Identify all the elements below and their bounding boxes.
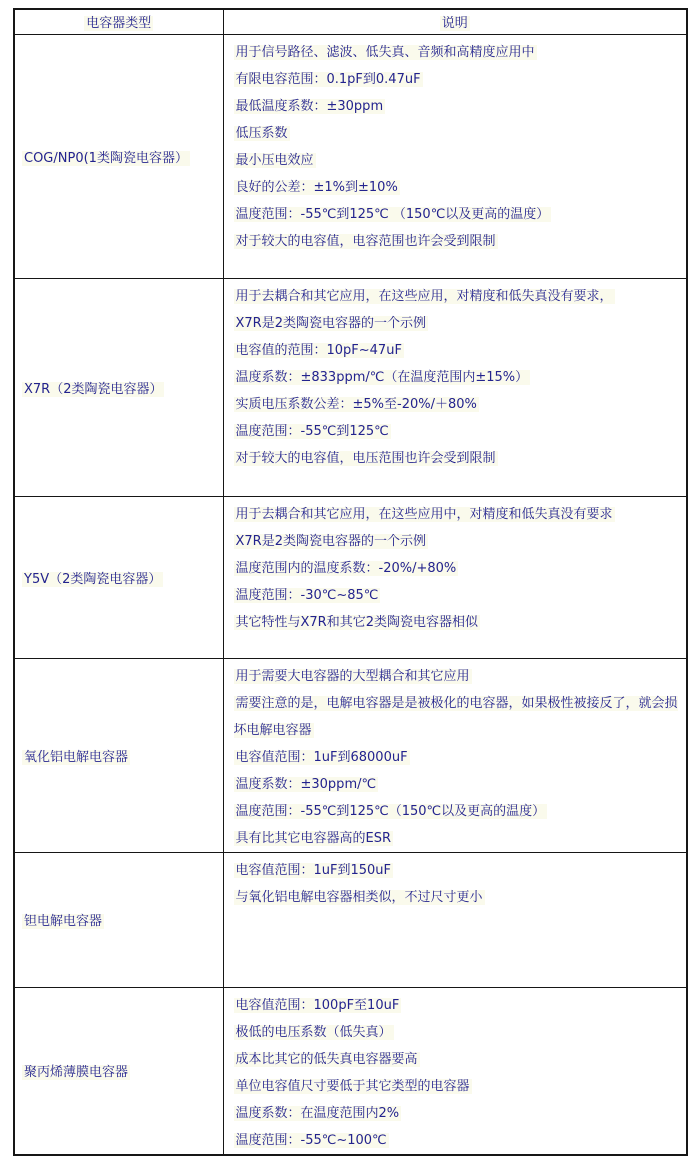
description-line: 对于较大的电容值，电容范围也许会受到限制 bbox=[235, 233, 496, 249]
capacitor-type-label: 钽电解电容器 bbox=[24, 914, 103, 929]
description-cell bbox=[223, 496, 687, 658]
description-line: 需要注意的是，电解电容器是是被极化的电容器，如果极性被接反了，就会损坏电解电容器 bbox=[233, 695, 678, 738]
description-line: 用于去耦合和其它应用，在这些应用，对精度和低失真没有要求， bbox=[235, 288, 613, 304]
capacitor-type-cell bbox=[14, 658, 223, 852]
header-description bbox=[223, 9, 687, 34]
description-line: 最低温度系数：±30ppm bbox=[235, 98, 384, 114]
description-cell bbox=[223, 34, 687, 278]
description-line: 具有比其它电容器高的ESR bbox=[235, 830, 391, 846]
capacitor-type-cell bbox=[14, 34, 223, 278]
capacitor-type-label: Y5V（2类陶瓷电容器） bbox=[24, 571, 162, 587]
header-row bbox=[14, 9, 687, 34]
description-line: 电容值范围：100pF至10uF bbox=[235, 997, 400, 1013]
description-line: 电容值范围：1uF到150uF bbox=[235, 862, 392, 878]
table-row bbox=[14, 987, 687, 1155]
header-capacitor-type bbox=[14, 9, 223, 34]
description-cell bbox=[223, 852, 687, 987]
description-line: 极低的电压系数（低失真） bbox=[235, 1024, 392, 1040]
capacitor-type-cell bbox=[14, 987, 223, 1155]
description-line: 温度范围：-55℃到125℃ （150℃以及更高的温度） bbox=[235, 206, 550, 222]
description-line: 温度系数：±833ppm/℃（在温度范围内±15%） bbox=[235, 369, 529, 385]
table-row bbox=[14, 34, 687, 278]
description-line: X7R是2类陶瓷电容器的一个示例 bbox=[235, 315, 426, 331]
description-line: 温度系数：±30ppm/℃ bbox=[235, 776, 377, 792]
description-line: 温度范围：-55℃到125℃（150℃以及更高的温度） bbox=[235, 803, 546, 819]
description-line: 实质电压系数公差：±5%至-20%/＋80% bbox=[235, 396, 477, 412]
capacitor-type-label: COG/NP0(1类陶瓷电容器） bbox=[24, 150, 188, 166]
table-row bbox=[14, 658, 687, 852]
description-line: 用于需要大电容器的大型耦合和其它应用 bbox=[235, 668, 470, 684]
capacitor-type-cell bbox=[14, 852, 223, 987]
description-cell bbox=[223, 658, 687, 852]
description-line: 用于去耦合和其它应用，在这些应用中，对精度和低失真没有要求 bbox=[235, 506, 613, 522]
capacitor-type-cell bbox=[14, 496, 223, 658]
capacitor-type-label: 氧化铝电解电容器 bbox=[24, 749, 129, 765]
description-line: 与氧化铝电解电容器相类似，不过尺寸更小 bbox=[235, 889, 483, 905]
description-line: 电容值的范围：10pF~47uF bbox=[235, 342, 402, 358]
description-line: 单位电容值尺寸要低于其它类型的电容器 bbox=[235, 1078, 470, 1094]
description-line: 温度范围内的温度系数：-20%/+80% bbox=[235, 560, 457, 576]
description-line: X7R是2类陶瓷电容器的一个示例 bbox=[235, 533, 426, 549]
description-line: 温度范围：-55℃~100℃ bbox=[235, 1132, 387, 1148]
capacitor-type-label: X7R（2类陶瓷电容器） bbox=[24, 381, 163, 397]
description-line: 低压系数 bbox=[235, 125, 288, 141]
description-line: 用于信号路径、滤波、低失真、音频和高精度应用中 bbox=[235, 44, 535, 60]
capacitor-type-label: 聚丙烯薄膜电容器 bbox=[24, 1065, 129, 1080]
capacitor-types-table bbox=[13, 8, 688, 1156]
description-line: 良好的公差：±1%到±10% bbox=[235, 179, 398, 195]
description-line: 其它特性与X7R和其它2类陶瓷电容器相似 bbox=[235, 614, 478, 630]
header-description-label: 说明 bbox=[441, 16, 468, 32]
description-line: 温度系数：在温度范围内2% bbox=[235, 1105, 400, 1121]
description-cell bbox=[223, 987, 687, 1155]
description-line: 成本比其它的低失真电容器要高 bbox=[235, 1051, 418, 1067]
description-line: 电容值范围：1uF到68000uF bbox=[235, 749, 408, 765]
table-row bbox=[14, 496, 687, 658]
header-capacitor-type-label: 电容器类型 bbox=[86, 16, 152, 32]
description-line: 对于较大的电容值，电压范围也许会受到限制 bbox=[235, 450, 496, 466]
description-line: 温度范围：-55℃到125℃ bbox=[235, 423, 389, 439]
description-line: 温度范围：-30℃~85℃ bbox=[235, 587, 379, 603]
table-row bbox=[14, 852, 687, 987]
description-line: 最小压电效应 bbox=[235, 152, 314, 168]
description-line: 有限电容范围：0.1pF到0.47uF bbox=[235, 71, 421, 87]
description-cell bbox=[223, 278, 687, 496]
capacitor-type-cell bbox=[14, 278, 223, 496]
table-row bbox=[14, 278, 687, 496]
